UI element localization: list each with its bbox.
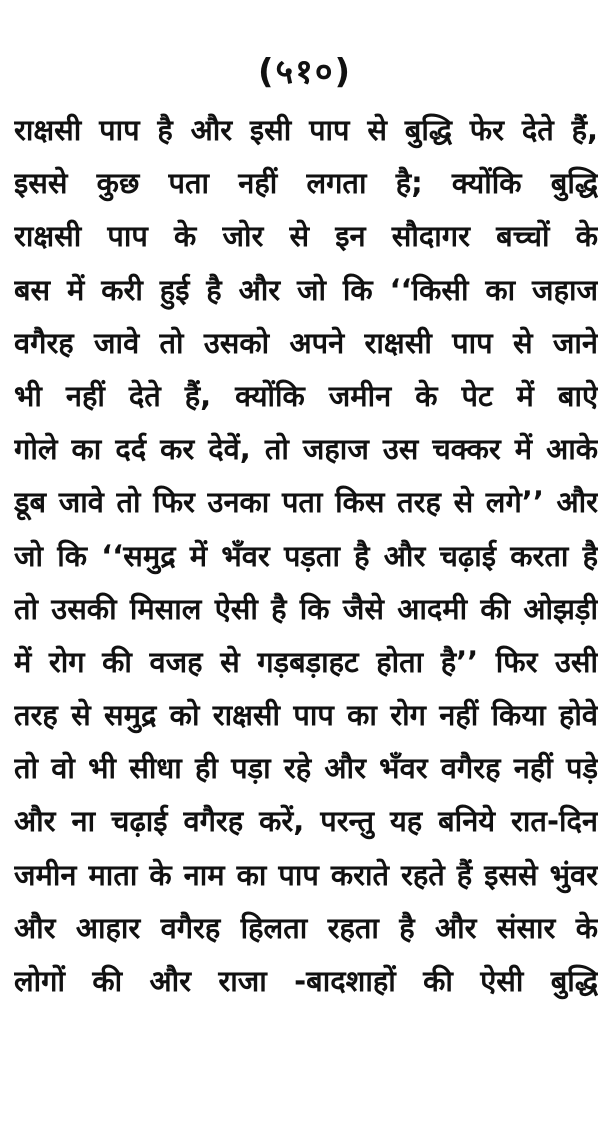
page-number: (५१०) bbox=[257, 52, 353, 92]
text-line: भी नहीं देते हैं, क्योंकि जमीन के पेट में बाऐ bbox=[14, 378, 598, 413]
text-line: और ना चढ़ाई वगैरह करें, परन्तु यह बनिये रात-दिन bbox=[14, 804, 598, 839]
text-line: लोगों की और राजा -बादशाहों की ऐसी बुद्धि bbox=[14, 964, 598, 998]
text-line: राक्षसी पाप है और इसी पाप से बुद्धि फेर देते हैं, bbox=[14, 113, 598, 147]
text-line: वगैरह जावे तो उसको अपने राक्षसी पाप से जाने bbox=[14, 325, 598, 360]
text-line: गोले का दर्द कर देवें, तो जहाज उस चक्कर में आके bbox=[14, 432, 598, 467]
body-text bbox=[14, 104, 598, 1008]
text-line: राक्षसी पाप के जोर से इन सौदागर बच्चों के bbox=[14, 219, 598, 254]
text-line: तो उसकी मिसाल ऐसी है कि जैसे आदमी की ओझड़ी bbox=[14, 591, 598, 626]
text-line: में रोग की वजह से गड़बड़ाहट होता है’’ फिर उसी bbox=[14, 644, 598, 679]
text-line: तरह से समुद्र को राक्षसी पाप का रोग नहीं किया होवे bbox=[14, 698, 598, 733]
text-line: बस में करी हुई है और जो कि ‘‘किसी का जहाज bbox=[14, 272, 598, 307]
text-line: इससे कुछ पता नहीं लगता है; क्योंकि बुद्धि bbox=[14, 166, 598, 201]
text-line: डूब जावे तो फिर उनका पता किस तरह से लगे’’ और bbox=[14, 485, 598, 520]
text-line: तो वो भी सीधा ही पड़ा रहे और भँवर वगैरह नहीं पड़े bbox=[14, 751, 598, 786]
text-line: जो कि ‘‘समुद्र में भँवर पड़ता है और चढ़ाई करता है bbox=[14, 538, 598, 573]
text-line: और आहार वगैरह हिलता रहता है और संसार के bbox=[14, 910, 598, 945]
text-line: जमीन माता के नाम का पाप कराते रहते हैं इससे भुंवर bbox=[14, 857, 598, 892]
